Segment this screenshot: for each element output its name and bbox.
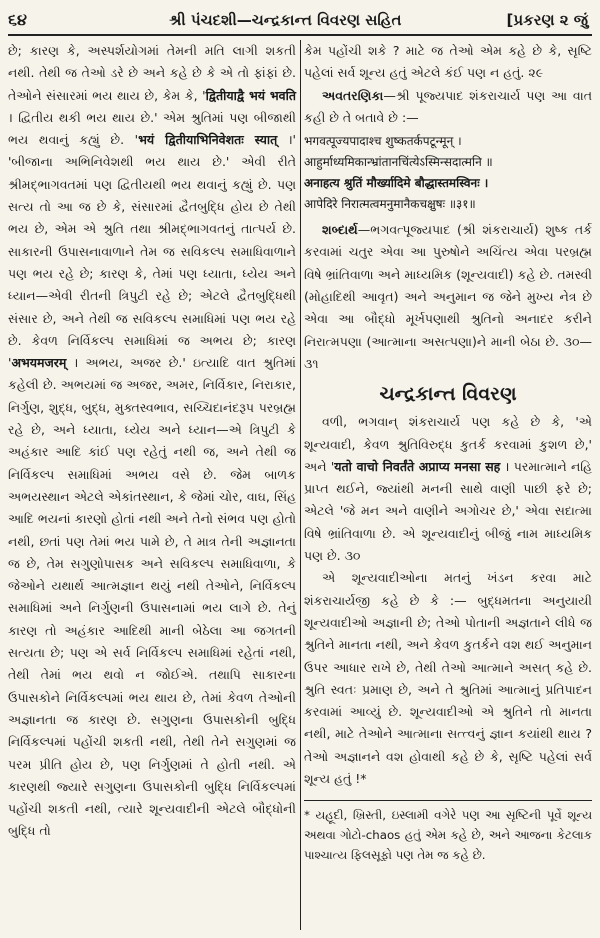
right-column: [304, 40, 592, 930]
left-text-b: । દ્વિતીય થકી ભય થાય છે.' એમ શ્રુતિમાં પણ બીજાથી ભય થવાનું કહ્યું છે. ': [8, 109, 296, 148]
vivaran-text-a: વળી, ભગવાન્ શંકરાચાર્ય પણ કહે છે કે, 'એ શૂન્યવાદી, કેવળ શ્રુતિવિરુદ્ધ કુતર્ક કરવામાં કુશળ છે,' અને ': [304, 414, 592, 474]
left-column: [8, 40, 296, 930]
verse-line-3: अनाहत्य श्रुतिं मौर्ख्यादिमे बौद्धास्तमस्विनः ।: [304, 176, 489, 191]
footnote-rule: [304, 800, 592, 801]
sanskrit-quote-3: अभयमजरम्: [11, 355, 67, 371]
shabdarth-label: શબ્દાર્થ: [322, 222, 358, 238]
shabdarth: [304, 219, 592, 375]
avatarnika: [304, 85, 592, 130]
verse-line-2: आहुर्माध्यमिकान्भ्रांतानचिंत्येऽस्मिन्सदात्मनि ॥: [304, 155, 493, 170]
vivaran-paragraph-2: એ શૂન્યવાદીઓના મતનું ખંડન કરવા માટે શંકરાચાર્યજી કહે છે કે :— બુદ્ધમતના અનુયાયી શૂન્યવાદીઓ અજ્ઞાની છે; તેઓ પોતાની અજ્ઞતાને લીધે જ શ્રુતિને માનતા નથી, અને કેવળ કુતર્કને વશ થઈ અનુમાન ઉપર આધાર રાખે છે, તેથી તેઓ આત્માને અસત્ કહે છે. શ્રુતિ સ્વતઃ પ્રમાણ છે, અને તે શ્રુતિમાં આત્માનું પ્રતિપાદન કરવામાં આવ્યું છે. શૂન્યવાદીઓ એ શ્રુતિને તો માનતા નથી, માટે તેઓને આત્માના સત્ત્વનું જ્ઞાન કયાંથી થાય ? તેઓ અજ્ઞાનને વશ હોવાથી કહે છે કે, સૃષ્ટિ પહેલાં સર્વ શૂન્ય હતું !*: [304, 570, 592, 787]
avatarnika-label: અવતરણિકા: [322, 87, 384, 103]
vivaran-paragraph-1: [304, 411, 592, 567]
text-columns: [8, 40, 592, 930]
left-paragraph: [8, 40, 296, 843]
avatarnika-text: —શ્રી પૂજ્યપાદ શંકરાચાર્ય પણ આ વાત કહી છે તે બતાવે છે :—: [304, 87, 592, 125]
vivaran-text-b: । પરમાત્માને નહિ પ્રાપ્ત થઈને, જ્યાંથી મનની સાથે વાણી પાછી ફરે છે; એટલે 'જે મન અને વાણીને અગોચર છે,' એવા સદાત્મા વિષે ભ્રાંતિવાળા છે. એ શૂન્યવાદીનું બીજું નામ માધ્યમિક પણ છે. ૩૦: [304, 458, 592, 564]
sanskrit-quote-2: भयं द्वितीयाभिनिवेशतः स्यात्: [138, 132, 278, 148]
left-text-d: । અભય, અજર છે.' ઇત્યાદિ વાત શ્રુતિમાં કહેલી છે. અભયમાં જ અજર, અમર, નિર્વિકાર, નિરાકાર, નિર્ગુણ, શુદ્ધ, બુદ્ધ, મુક્તસ્વભાવ, સચ્ચિદાનંદરૂપ પરબ્રહ્મ રહે છે, અને ધ્યાતા, ધ્યેય અને ધ્યાન—એ ત્રિપુટી કે અહંકાર આદિ કાંઈ પણ રહેતું નથી જ, અને તેથી જ નિર્વિકલ્પ સમાધિમાં અભય વસે છે. જેમ બાળક અભયસ્થાન એટલે એકાંતસ્થાન, કે જેમાં ચોર, વાઘ, સિંહ આદિ ભયનાં કારણો હોતાં નથી અને તેનો સંભવ પણ હોતો નથી, છતાં પણ તેમાં ભય પામે છે, તે માત્ર તેની અજ્ઞાનતા જ છે, તેમ સગુણોપાસક અને સવિકલ્પ સમાધિવાળા, કે જેઓને યથાર્થ આત્મજ્ઞાન થયું નથી તેઓને, નિર્વિકલ્પ સમાધિમાં અને નિર્ગુણની ઉપાસનામાં ભય લાગે છે. તેનું કારણ તો અહંકાર આદિથી માની બેઠેલા આ જગતની સત્યતા છે; પણ એ સર્વ નિર્વિકલ્પ સમાધિમાં રહેતાં નથી, તેથી તેમાં ભય થવો ન જોઈએ. તથાપિ સાકારના ઉપાસકોને નિર્વિકલ્પમાં ભય થાય છે, તેમાં કેવળ તેઓની અજ્ઞાનતા જ કારણ છે. સગુણના ઉપાસકોની બુદ્ધિ નિર્વિકલ્પમાં પહોંચી શકતી નથી, તેથી તેને સગુણમાં જ પરમ પ્રીતિ હોય છે, પણ નિર્ગુણમાં તે હોતી નથી. એ કારણથી જ્યારે સગુણના ઉપાસકોની બુદ્ધિ નિર્વિકલ્પમાં પહોંચી શકતી નથી, ત્યારે શૂન્યવાદીની એટલે બૌદ્ધોની બુદ્ધિ તો: [8, 355, 296, 839]
page-header: [8, 6, 592, 36]
verse-line-4: आपेदिरे निरात्मत्वमनुमानैकचक्षुषः ॥३१॥: [304, 197, 476, 212]
sanskrit-quote-4: यतो वाचो निवर्तंते अप्राप्य मनसा सह: [334, 458, 501, 474]
column-divider: [300, 40, 301, 930]
running-title: શ્રી પંચદશી—ચન્દ્રકાન્ત વિવરણ સહિત: [169, 11, 402, 29]
sanskrit-quote-1: द्वितीयाद्वै भयं भवति: [205, 87, 296, 103]
chapter-label: [પ્રકરણ ૨ જું: [506, 11, 588, 29]
sanskrit-verse: [304, 131, 592, 215]
page-number: ૬૪: [8, 10, 27, 29]
footnote: * યહૂદી, ખ્રિસ્તી, ઇસ્લામી વગેરે પણ આ સૃષ્ટિની પૂર્વે શૂન્ય અથવા ગોટો-chaos હતું એમ કહે છે, અને આજના કેટલાક પાશ્ચાત્ય ફિલસૂફો પણ તેમ જ કહે છે.: [304, 808, 592, 863]
shabdarth-text: —ભગવત્પૂજ્યપાદ (શ્રી શંકરાચાર્ય) શુષ્ક તર્ક કરવામાં ચતુર એવા આ પુરુષોને અચિંત્ય એવા પરબ્રહ્મ વિષે ભ્રાંતિવાળા અને માધ્યમિક (શૂન્યવાદી) કહે છે. તમસ્વી (મોહાદિથી આવૃત) અને અનુમાન જ જેને મુખ્ય નેત્ર છે એવા આ બૌદ્ધો મૂર્ખપણાથી શ્રુતિનો અનાદર કરીને નિરાત્મપણા (આત્માના અસત્પણા)ને માની બેઠા છે. ૩૦—૩૧: [304, 222, 592, 371]
section-title: ચન્દ્રકાન્ત વિવરણ: [379, 383, 517, 406]
left-text-c: ।' 'બીજાના અભિનિવેશથી ભય થાય છે.' એવી રીતે શ્રીમદ્ભાગવતમાં પણ દ્વિતીયથી ભય થવાનું કહ્યું છે. પણ સત્ય તો આ જ છે કે, સંસારમાં દ્વૈતબુદ્ધિ હોય છે તેથી ભય છે, એમ એ શ્રુતિ તથા શ્રીમદ્ભાગવતનું તાત્પર્ય છે. સાકારની ઉપાસનાવાળાને તેમ જ સવિકલ્પ સમાધિવાળાને પણ ભય રહે છે; કારણ કે, તેમાં પણ ધ્યાતા, ધ્યેય અને ધ્યાન—એવી રીતની ત્રિપુટી રહે છે; એટલે દ્વૈતબુદ્ધિથી સંસાર છે, અને તેથી જ સવિકલ્પ સમાધિમાં પણ ભય રહે છે. કેવળ નિર્વિકલ્પ સમાધિમાં જ અભય છે; કારણ ': [8, 132, 296, 371]
left-text-a: છે; કારણ કે, અસ્પર્શયોગમાં તેમની મતિ લાગી શકતી નથી. તેથી જ તેઓ ડરે છે અને કહે છે કે એ તો ફાંફાં છે. તેઓને સંસારમાં ભય થાય છે, કેમ કે, ': [8, 43, 296, 103]
right-intro: કેમ પહોંચી શકે ? માટે જ તેઓ એમ કહે છે કે, સૃષ્ટિ પહેલાં સર્વ શૂન્ય હતું એટલે કંઈ પણ ન હતું. ૨૯: [304, 43, 592, 81]
verse-line-1: भगवत्पूज्यपादाश्च शुष्कतर्कपटून्मून् ।: [304, 134, 462, 149]
